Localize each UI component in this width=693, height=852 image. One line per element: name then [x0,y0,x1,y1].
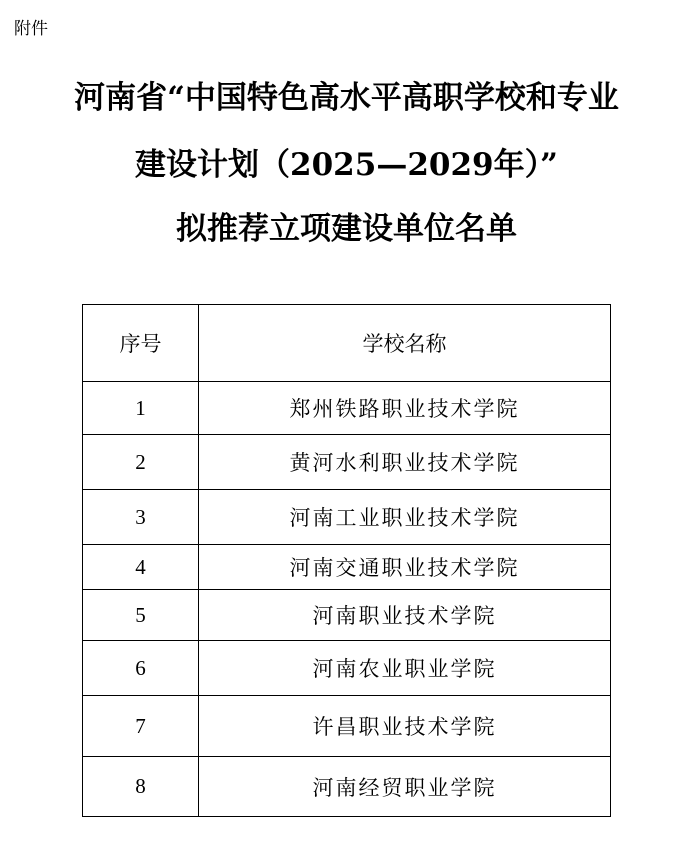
table-row [83,696,611,757]
table-row [83,641,611,696]
document-title-line-3: 拟推荐立项建设单位名单 [176,211,517,247]
table-header-row [83,305,611,382]
row-index: 8 [83,757,199,817]
school-list-table [82,304,611,817]
row-index: 6 [83,641,199,696]
table-row [83,545,611,590]
document-title-line-2: 建设计划（2025—2029年）” [135,147,558,183]
row-school-name: 黄河水利职业技术学院 [199,435,611,490]
row-index: 5 [83,590,199,641]
row-index: 2 [83,435,199,490]
row-school-name: 郑州铁路职业技术学院 [199,382,611,435]
document-title-line-1: 河南省“中国特色高水平高职学校和专业 [74,80,619,116]
row-school-name: 河南职业技术学院 [199,590,611,641]
table-row [83,490,611,545]
row-index: 1 [83,382,199,435]
table-row [83,757,611,817]
table-row [83,435,611,490]
row-index: 7 [83,696,199,757]
row-index: 4 [83,545,199,590]
header-index: 序号 [83,305,199,382]
row-school-name: 河南工业职业技术学院 [199,490,611,545]
table-row [83,590,611,641]
table-row [83,382,611,435]
header-school-name: 学校名称 [199,305,611,382]
row-school-name: 河南经贸职业学院 [199,757,611,817]
row-school-name: 河南农业职业学院 [199,641,611,696]
row-index: 3 [83,490,199,545]
attachment-label: 附件 [14,19,48,39]
row-school-name: 河南交通职业技术学院 [199,545,611,590]
row-school-name: 许昌职业技术学院 [199,696,611,757]
